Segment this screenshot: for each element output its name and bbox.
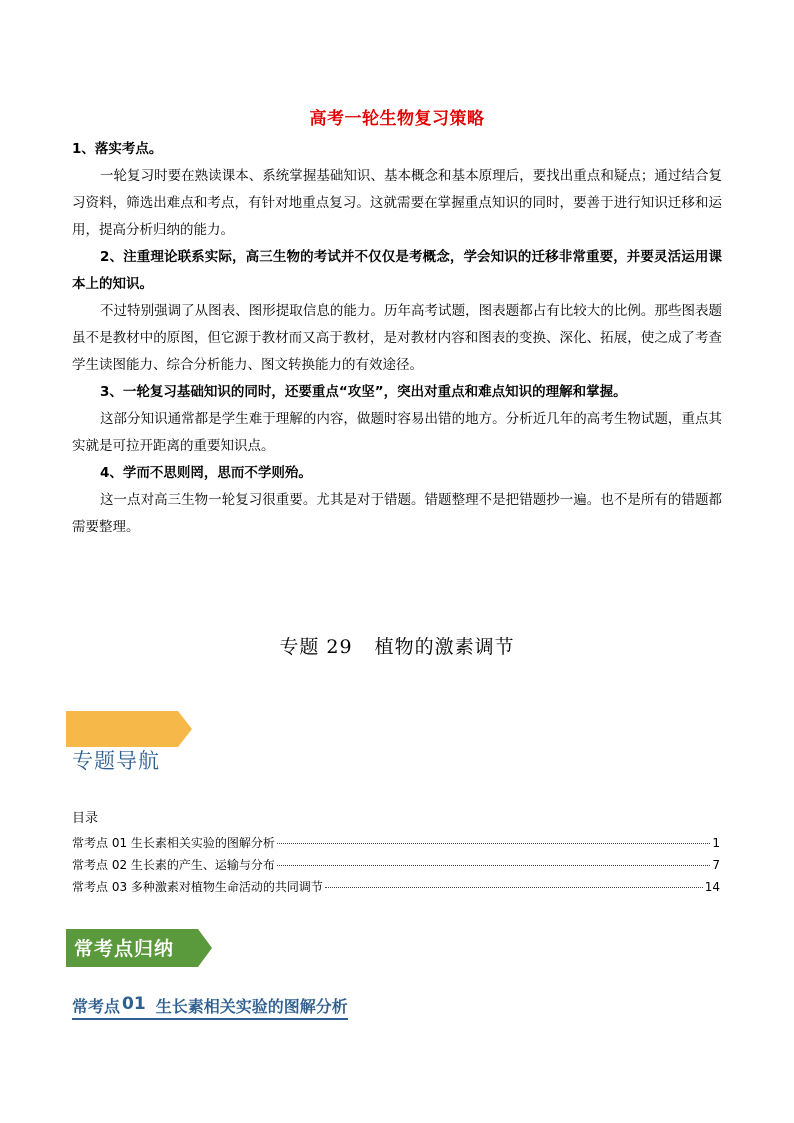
topic-number: 专题 29 (279, 636, 353, 658)
section-prefix: 常考点 (72, 997, 121, 1016)
section-title: 生长素相关实验的图解分析 (155, 997, 348, 1016)
toc-entry-page: 1 (712, 836, 720, 850)
toc-leader-dots (277, 853, 710, 866)
point-1-body: 一轮复习时要在熟读课本、系统掌握基础知识、基本概念和基本原理后，要找出重点和疑点；通过结合复习资料，筛选出难点和考点，有针对地重点复习。这就需要在掌握重点知识的同时，要善于进行知识迁移和运用，提高分析归纳的能力。 (72, 168, 722, 238)
point-4-heading: 4、学而不思则罔，思而不学则殆。 (100, 465, 312, 481)
toc-entry-title: 常考点 01 生长素相关实验的图解分析 (72, 836, 275, 850)
point-2-body: 不过特别强调了从图表、图形提取信息的能力。历年高考试题，图表题都占有比较大的比例。那些图表题虽不是教材中的原图，但它源于教材而又高于教材，是对教材内容和图表的变换、深化、拓展，使之成了考查学生读图能力、综合分析能力、图文转换能力的有效途径。 (72, 303, 722, 373)
point-3-body: 这部分知识通常都是学生难于理解的内容，做题时容易出错的地方。分析近几年的高考生物试题，重点其实就是可拉开距离的重要知识点。 (72, 411, 722, 454)
summary-banner-label: 常考点归纳 (74, 938, 175, 960)
toc-entry-title: 常考点 02 生长素的产生、运输与分布 (72, 858, 275, 872)
nav-label: 专题导航 (72, 749, 160, 773)
toc-entry[interactable] (72, 876, 720, 898)
point-2-heading: 2、注重理论联系实际，高三生物的考试并不仅仅是考概念，学会知识的迁移非常重要，并要灵活运用课本上的知识。 (72, 249, 722, 292)
strategy-title: 高考一轮生物复习策略 (309, 109, 485, 129)
point-3-heading: 3、一轮复习基础知识的同时，还要重点“攻坚”，突出对重点和难点知识的理解和掌握。 (100, 384, 627, 400)
toc-entry-title: 常考点 03 多种激素对植物生命活动的共同调节 (72, 880, 323, 894)
point-4-body: 这一点对高三生物一轮复习很重要。尤其是对于错题。错题整理不是把错题抄一遍。也不是所有的错题都需要整理。 (72, 492, 722, 535)
section-heading (72, 994, 348, 1020)
toc-entry-page: 14 (704, 880, 720, 894)
nav-banner-shape (66, 711, 192, 747)
toc-heading: 目录 (72, 811, 99, 826)
toc-entry-page: 7 (712, 858, 720, 872)
section-number: 01 (122, 994, 146, 1014)
point-1-heading: 1、落实考点。 (72, 141, 163, 157)
topic-title (0, 632, 794, 659)
toc-entry[interactable] (72, 832, 720, 854)
table-of-contents (72, 832, 720, 898)
topic-name: 植物的激素调节 (374, 636, 515, 658)
toc-entry[interactable] (72, 854, 720, 876)
toc-leader-dots (277, 831, 710, 844)
toc-leader-dots (325, 875, 703, 888)
